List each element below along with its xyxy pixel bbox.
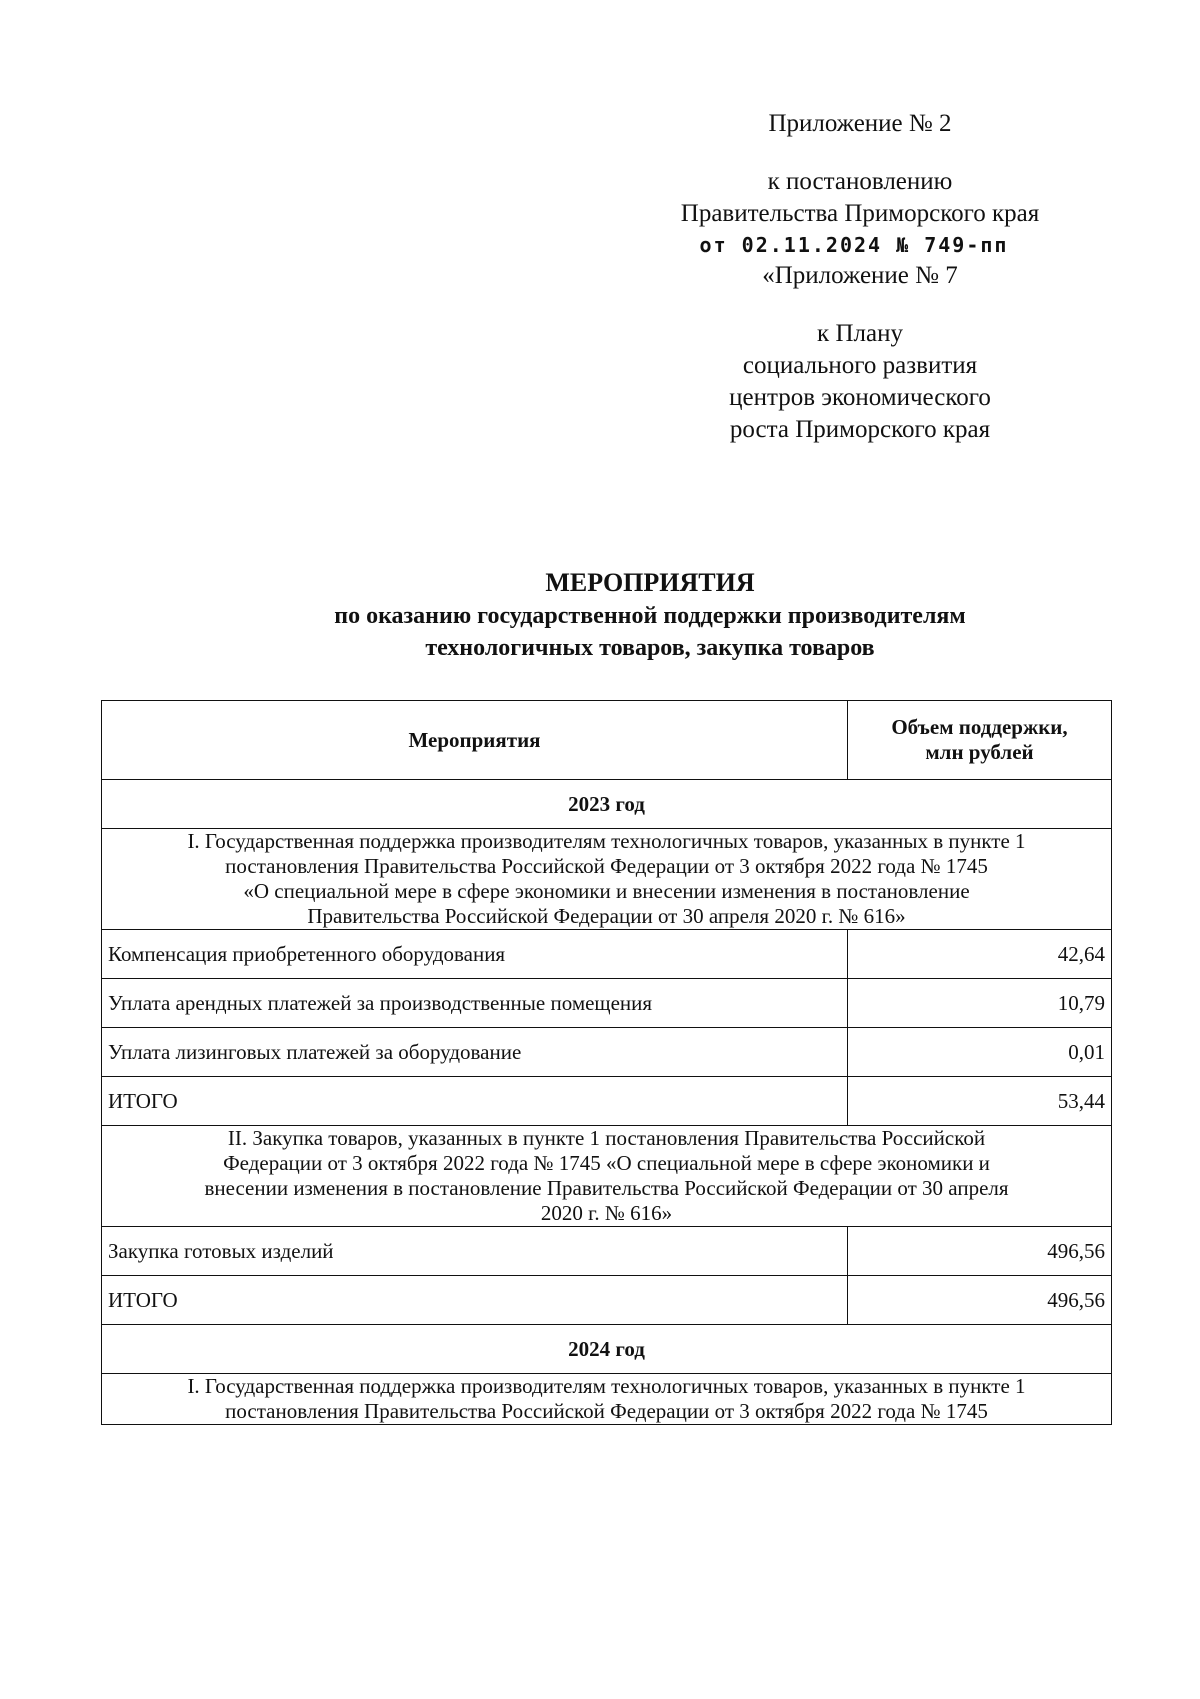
section-line: Федерации от 3 октября 2022 года № 1745 «О специальной мере в сфере экономики и <box>223 1151 990 1175</box>
section-line: I. Государственная поддержка производителям технологичных товаров, указанных в пункте 1 <box>187 1374 1026 1398</box>
row-value: 496,56 <box>848 1276 1112 1325</box>
section-line: II. Закупка товаров, указанных в пункте 1 постановления Правительства Российской <box>227 1126 986 1150</box>
appendix-7: «Приложение № 7 <box>762 262 958 289</box>
col-header-volume-line-2: млн рублей <box>925 740 1034 764</box>
section-line: Правительства Российской Федерации от 30 апреля 2020 г. № 616» <box>307 904 906 928</box>
col-header-measures: Мероприятия <box>102 701 848 780</box>
table-row <box>102 979 1112 1028</box>
section-line: внесении изменения в постановление Правительства Российской Федерации от 30 апреля <box>204 1176 1009 1200</box>
measures-table <box>101 700 1112 1425</box>
year-row-2024 <box>102 1325 1112 1374</box>
total-row <box>102 1276 1112 1325</box>
to-resolution: к постановлению <box>767 168 953 195</box>
row-name: Закупка готовых изделий <box>102 1227 848 1276</box>
section-row <box>102 1374 1112 1425</box>
row-name: Уплата лизинговых платежей за оборудование <box>102 1028 848 1077</box>
plan-line-1: социального развития <box>742 352 978 379</box>
appendix-number: Приложение № 2 <box>768 110 952 137</box>
table-row <box>102 930 1112 979</box>
row-value: 0,01 <box>848 1028 1112 1077</box>
table-header-row <box>102 701 1112 780</box>
col-header-volume-line-1: Объем поддержки, <box>891 715 1068 739</box>
to-plan: к Плану <box>817 320 903 347</box>
section-line: 2020 г. № 616» <box>540 1201 673 1225</box>
section-line: «О специальной мере в сфере экономики и внесении изменения в постановление <box>243 879 970 903</box>
row-name: ИТОГО <box>102 1276 848 1325</box>
title-main: МЕРОПРИЯТИЯ <box>545 568 755 597</box>
section-line: I. Государственная поддержка производителям технологичных товаров, указанных в пункте 1 <box>187 829 1026 853</box>
title-sub-2: технологичных товаров, закупка товаров <box>425 635 875 661</box>
year-row-2023 <box>102 780 1112 829</box>
row-name: Компенсация приобретенного оборудования <box>102 930 848 979</box>
table-row <box>102 1028 1112 1077</box>
section-row <box>102 829 1112 930</box>
row-value: 496,56 <box>848 1227 1112 1276</box>
row-name: ИТОГО <box>102 1077 848 1126</box>
section-1-2024 <box>102 1374 1112 1425</box>
section-row <box>102 1126 1112 1227</box>
government-name: Правительства Приморского края <box>680 200 1040 227</box>
year-2023: 2023 год <box>102 780 1112 829</box>
appendix-header <box>660 108 1060 446</box>
year-2024: 2024 год <box>102 1325 1112 1374</box>
total-row <box>102 1077 1112 1126</box>
section-1-2023 <box>102 829 1112 930</box>
document-title <box>100 566 1200 664</box>
row-value: 10,79 <box>848 979 1112 1028</box>
resolution-stamp: от 02.11.2024 № 749-пп <box>699 233 1009 257</box>
col-header-volume <box>848 701 1112 780</box>
plan-line-3: роста Приморского края <box>729 416 991 443</box>
row-name: Уплата арендных платежей за производственные помещения <box>102 979 848 1028</box>
section-line: постановления Правительства Российской Федерации от 3 октября 2022 года № 1745 <box>225 854 988 878</box>
section-2-2023 <box>102 1126 1112 1227</box>
table-row <box>102 1227 1112 1276</box>
row-value: 53,44 <box>848 1077 1112 1126</box>
title-sub-1: по оказанию государственной поддержки производителям <box>334 603 966 629</box>
row-value: 42,64 <box>848 930 1112 979</box>
plan-line-2: центров экономического <box>729 384 991 411</box>
section-line: постановления Правительства Российской Федерации от 3 октября 2022 года № 1745 <box>225 1399 988 1423</box>
